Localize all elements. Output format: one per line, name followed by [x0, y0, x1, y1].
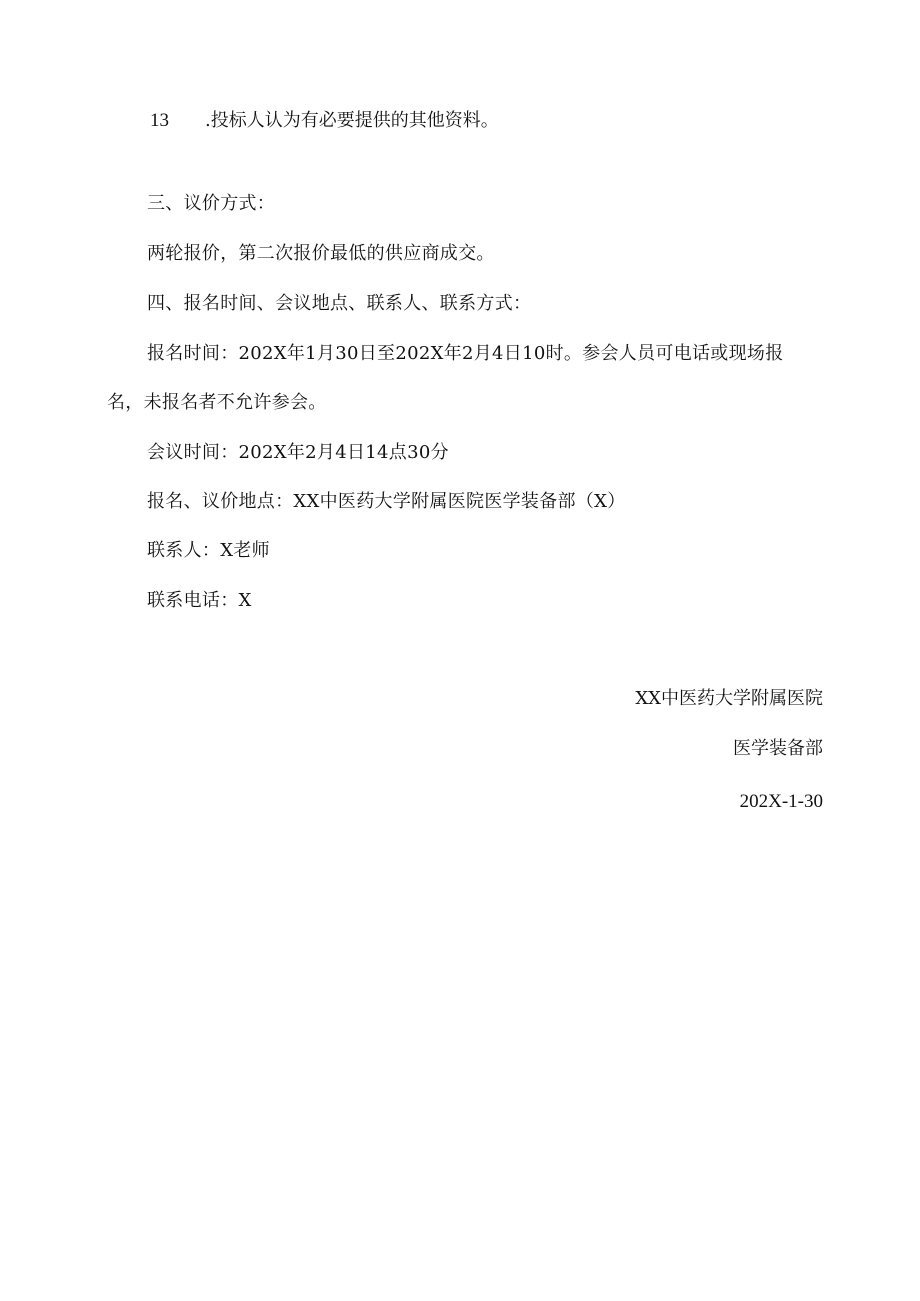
item-text: .投标人认为有必要提供的其他资料。	[205, 110, 499, 131]
signature-organization: XX中医药大学附属医院	[635, 688, 823, 709]
pricing-method-text: 两轮报价，第二次报价最低的供应商成交。	[147, 243, 495, 264]
item-number: 13	[150, 110, 169, 131]
signature-department: 医学装备部	[733, 738, 823, 759]
section-heading-pricing-method: 三、议价方式：	[147, 193, 276, 214]
registration-time-line1: 报名时间：202X年1月30日至202X年2月4日10时。参会人员可电话或现场报	[147, 343, 784, 364]
meeting-time: 会议时间：202X年2月4日14点30分	[147, 442, 449, 463]
meeting-location: 报名、议价地点：XX中医药大学附属医院医学装备部（X）	[147, 491, 626, 512]
signature-date: 202X-1-30	[739, 791, 823, 812]
contact-person: 联系人：X老师	[147, 540, 270, 561]
section-heading-registration: 四、报名时间、会议地点、联系人、联系方式：	[147, 293, 532, 314]
registration-time-line2: 名，未报名者不允许参会。	[107, 392, 327, 413]
contact-phone: 联系电话：X	[147, 590, 252, 611]
